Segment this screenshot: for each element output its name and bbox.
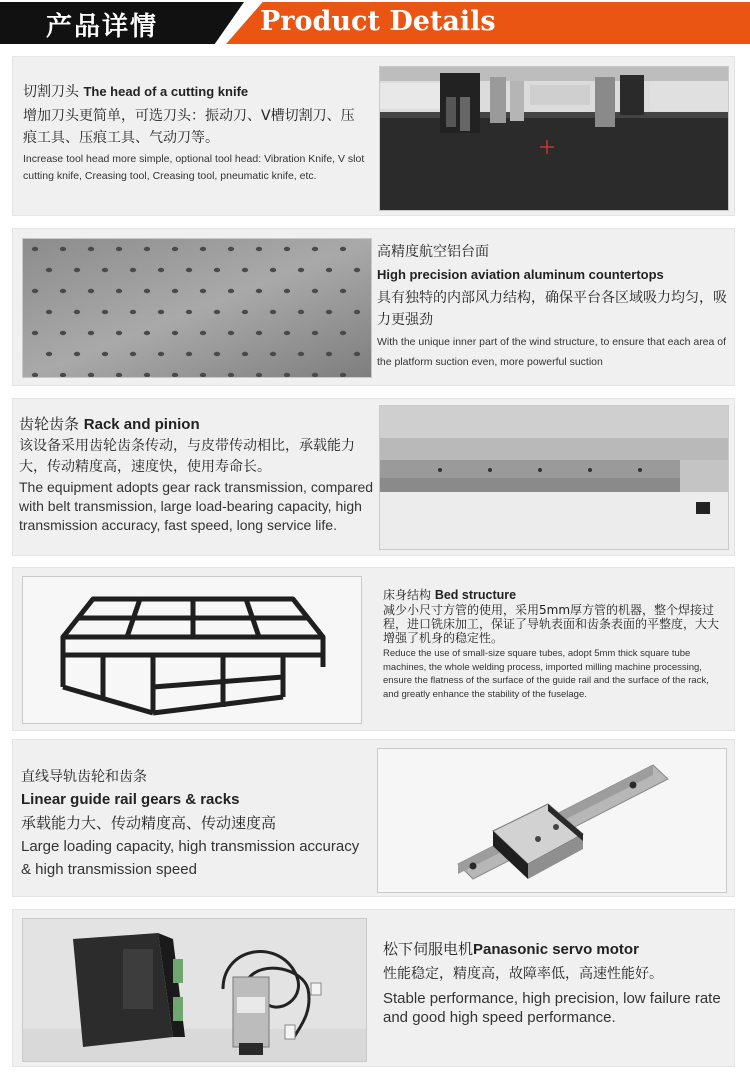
- suction-hole: [312, 247, 318, 251]
- rack-pinion-image: [379, 405, 729, 550]
- suction-hole: [144, 373, 150, 377]
- section-desc-en: The equipment adopts gear rack transmission, compared with belt transmission, large load-bearing capacity, high transmission accuracy, fast speed, long service life.: [19, 479, 374, 533]
- suction-hole: [354, 268, 360, 272]
- section-desc-cn: 性能稳定，精度高，故障率低，高速性能好。: [383, 966, 663, 982]
- section-title-cn: 直线导轨齿轮和齿条: [21, 769, 147, 785]
- suction-hole: [214, 352, 220, 356]
- suction-hole: [256, 289, 262, 293]
- section-title-en: Panasonic servo motor: [473, 941, 639, 958]
- suction-hole: [60, 289, 66, 293]
- suction-hole: [74, 352, 80, 356]
- section-title-cn: 床身结构: [383, 588, 435, 602]
- aluminum-table-image: [22, 238, 372, 378]
- suction-hole: [88, 373, 94, 377]
- section-text: [23, 81, 367, 185]
- suction-hole: [74, 310, 80, 314]
- section-title-en: The head of a cutting knife: [83, 84, 249, 99]
- suction-hole: [102, 352, 108, 356]
- suction-hole: [312, 373, 318, 377]
- linear-guide-image: [377, 748, 727, 893]
- section-servo-motor: [12, 909, 735, 1067]
- section-text: [21, 766, 366, 881]
- suction-hole: [60, 373, 66, 377]
- section-text: [377, 241, 733, 372]
- suction-hole: [200, 373, 206, 377]
- section-desc-cn: 具有独特的内部风力结构，确保平台各区域吸力均匀，吸力更强劲: [377, 290, 727, 328]
- suction-hole: [312, 331, 318, 335]
- suction-hole: [284, 289, 290, 293]
- suction-hole: [116, 247, 122, 251]
- suction-hole: [88, 289, 94, 293]
- suction-hole: [46, 352, 52, 356]
- section-desc-cn: 增加刀头更简单，可选刀头：振动刀、V槽切割刀、压痕工具、压痕工具、气动刀等。: [23, 108, 355, 146]
- section-aluminum-table: [12, 228, 735, 386]
- suction-hole: [354, 352, 360, 356]
- suction-hole: [130, 352, 136, 356]
- section-desc-en: Reduce the use of small-size square tubes, adopt 5mm thick square tube machines, the whole welding process, imported milling machine processing, ensure the flatness of the surface of the guide rail and the surface of the rack, and greatly enhance the stability of the fuselage.: [383, 648, 709, 700]
- suction-hole: [298, 310, 304, 314]
- suction-hole: [88, 331, 94, 335]
- suction-hole: [256, 247, 262, 251]
- bed-structure-image: [22, 576, 362, 724]
- suction-hole: [116, 331, 122, 335]
- suction-hole: [228, 331, 234, 335]
- suction-hole: [284, 247, 290, 251]
- suction-hole: [228, 247, 234, 251]
- cutting-head-image: [379, 66, 729, 211]
- section-title-en: Bed structure: [434, 588, 517, 602]
- suction-hole: [200, 247, 206, 251]
- suction-hole: [284, 373, 290, 377]
- suction-hole: [116, 289, 122, 293]
- suction-hole: [326, 268, 332, 272]
- suction-hole: [32, 289, 38, 293]
- suction-hole: [116, 373, 122, 377]
- suction-hole: [200, 289, 206, 293]
- suction-hole: [284, 331, 290, 335]
- section-title-cn: 高精度航空铝台面: [377, 244, 489, 260]
- suction-hole: [326, 310, 332, 314]
- section-cutting-head: [12, 56, 735, 216]
- suction-hole: [158, 352, 164, 356]
- suction-hole: [228, 373, 234, 377]
- suction-hole: [186, 310, 192, 314]
- suction-hole: [102, 268, 108, 272]
- page-header: [0, 0, 750, 46]
- section-desc-cn: 该设备采用齿轮齿条传动，与皮带传动相比，承载能力大，传动精度高，速度快，使用寿命长。: [19, 438, 355, 475]
- suction-hole: [186, 268, 192, 272]
- suction-hole: [74, 268, 80, 272]
- suction-hole: [312, 289, 318, 293]
- suction-hole: [340, 289, 346, 293]
- section-desc-en: Stable performance, high precision, low failure rate and good high speed performance.: [383, 990, 721, 1026]
- header-title-en: Product Details: [260, 6, 496, 37]
- suction-hole: [172, 331, 178, 335]
- section-title-en: Linear guide rail gears & racks: [21, 791, 240, 808]
- suction-hole: [60, 247, 66, 251]
- section-desc-en: Large loading capacity, high transmission accuracy & high transmission speed: [21, 838, 360, 878]
- suction-hole: [144, 289, 150, 293]
- suction-hole: [186, 352, 192, 356]
- section-title-en: Rack and pinion: [83, 416, 200, 433]
- section-text: [383, 938, 728, 1027]
- suction-hole: [46, 310, 52, 314]
- suction-hole: [228, 289, 234, 293]
- suction-hole: [172, 373, 178, 377]
- suction-hole: [298, 268, 304, 272]
- section-title-cn: 松下伺服电机: [383, 940, 474, 958]
- suction-hole: [256, 331, 262, 335]
- suction-hole: [242, 352, 248, 356]
- suction-hole: [32, 247, 38, 251]
- section-desc-en: Increase tool head more simple, optional tool head: Vibration Knife, V slot cutting knife, Creasing tool, Creasing tool, pneumatic knife, etc.: [23, 153, 365, 182]
- section-desc-en: With the unique inner part of the wind structure, to ensure that each area of the platform suction even, more powerful suction: [377, 336, 727, 368]
- suction-hole: [130, 310, 136, 314]
- suction-hole: [242, 310, 248, 314]
- suction-hole: [298, 352, 304, 356]
- section-bed-structure: [12, 567, 735, 731]
- section-title-en: High precision aviation aluminum countertops: [377, 267, 664, 282]
- section-text: [19, 413, 379, 535]
- section-title-cn: 切割刀头: [23, 84, 84, 100]
- suction-hole: [32, 331, 38, 335]
- suction-hole: [60, 331, 66, 335]
- suction-hole: [242, 268, 248, 272]
- section-text: [383, 588, 727, 701]
- suction-hole: [340, 247, 346, 251]
- suction-hole: [214, 310, 220, 314]
- suction-hole: [340, 373, 346, 377]
- suction-hole: [326, 352, 332, 356]
- suction-hole: [102, 310, 108, 314]
- header-title-cn: 产品详情: [46, 12, 159, 42]
- suction-hole: [270, 352, 276, 356]
- suction-hole: [46, 268, 52, 272]
- suction-hole: [340, 331, 346, 335]
- suction-hole: [172, 289, 178, 293]
- suction-hole: [200, 331, 206, 335]
- suction-hole: [270, 310, 276, 314]
- suction-hole: [158, 268, 164, 272]
- suction-hole: [88, 247, 94, 251]
- section-title-cn: 齿轮齿条: [19, 415, 84, 433]
- suction-hole: [144, 331, 150, 335]
- suction-hole: [130, 268, 136, 272]
- suction-hole: [144, 247, 150, 251]
- suction-hole: [32, 373, 38, 377]
- suction-hole: [354, 310, 360, 314]
- suction-hole: [158, 310, 164, 314]
- section-desc-cn: 承载能力大、传动精度高、传动速度高: [21, 814, 277, 832]
- suction-hole: [270, 268, 276, 272]
- servo-motor-image: [22, 918, 367, 1062]
- section-desc-cn: 减少小尺寸方管的使用，采用5mm厚方管的机器，整个焊接过程，进口铣床加工，保证了导轨表面和齿条表面的平整度，大大增强了机身的稳定性。: [383, 603, 720, 645]
- suction-hole: [172, 247, 178, 251]
- suction-hole: [214, 268, 220, 272]
- section-rack-pinion: [12, 398, 735, 556]
- section-linear-guide: [12, 739, 735, 897]
- suction-hole: [256, 373, 262, 377]
